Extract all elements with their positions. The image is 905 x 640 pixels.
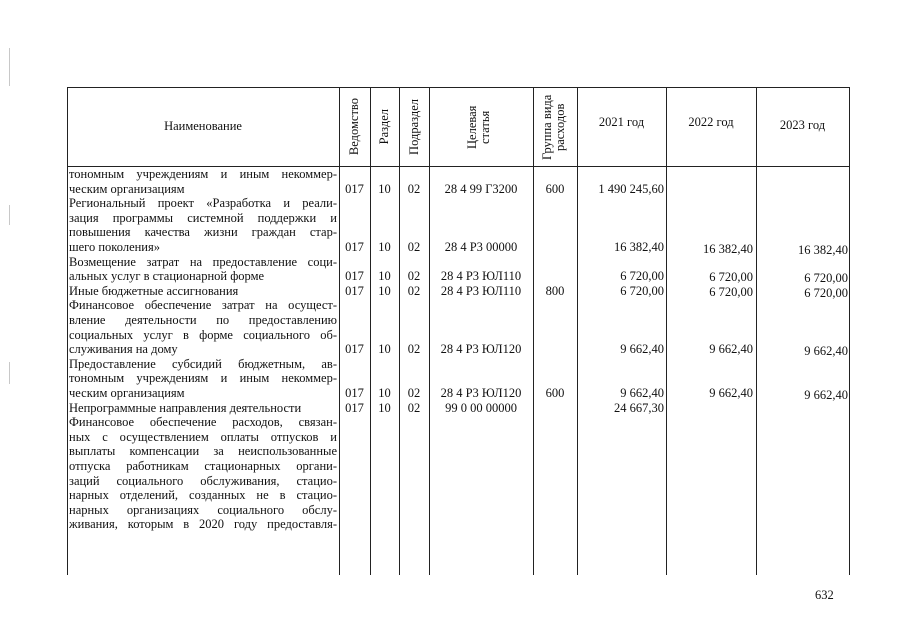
row-name-line: Иные бюджетные ассигнования [69, 283, 239, 298]
row-name-line: Региональный проект «Разработка и реали- [69, 196, 337, 211]
cell-celevaya: 28 4 P3 ЮЛ110 [440, 283, 522, 298]
row-name [69, 167, 337, 196]
row-name [69, 357, 337, 401]
header-2023 [756, 87, 849, 163]
row-name-line: ных с осуществлением оплаты отпусков и [69, 429, 337, 444]
cell-celevaya: 28 4 P3 ЮЛ120 [440, 342, 522, 357]
row-name-line: заций социального обслуживания, стацио- [69, 473, 337, 488]
row-name-line: Возмещение затрат на предоставление соци- [69, 254, 337, 269]
budget-table [67, 87, 850, 575]
cell-razdel: 10 [378, 269, 391, 284]
cell-razdel: 10 [378, 386, 391, 400]
row-name [69, 196, 337, 254]
cell-y2021: 9 662,40 [620, 342, 664, 357]
cell-y2021: 6 720,00 [620, 283, 664, 298]
column-border [849, 87, 850, 575]
scan-margin-mark [9, 48, 10, 86]
cell-ved: 017 [345, 400, 364, 415]
row-name [69, 284, 337, 299]
cell-gruppa: 600 [545, 181, 565, 196]
cell-y2021: 6 720,00 [620, 269, 664, 284]
header-podrazdel-label: Подраздел [406, 98, 421, 155]
row-name [69, 415, 337, 532]
row-name-line: нарных отделений, созданных не в стацио- [69, 488, 337, 503]
row-name-line: Предоставление субсидий бюджетным, ав- [69, 356, 337, 371]
header-name-label: Наименование [164, 119, 242, 133]
row-name-line: Непрограммные направления деятельности [69, 400, 302, 415]
row-name-line: Финансовое обеспечение затрат на осущест- [69, 298, 337, 313]
row-name-line: служивания на дому [69, 342, 178, 357]
cell-podrazdel: 02 [407, 240, 421, 254]
cell-y2022: 9 662,40 [709, 342, 753, 357]
row-name-line: отпуска работникам стационарных органи- [69, 458, 337, 473]
column-border [666, 87, 667, 575]
cell-podrazdel: 02 [407, 269, 421, 284]
row-name-line: выплаты компенсации за неиспользованные [69, 444, 337, 459]
cell-gruppa: 600 [545, 386, 565, 400]
cell-ved: 017 [345, 181, 364, 196]
cell-y2022: 16 382,40 [703, 242, 753, 256]
cell-celevaya: 28 4 P3 ЮЛ110 [440, 269, 522, 284]
header-vedomstvo-label: Ведомство [347, 97, 361, 156]
row-name-line: социальных услуг в форме социального об- [69, 327, 337, 342]
header-2022-label: 2022 год [688, 114, 734, 129]
cell-celevaya: 28 4 P3 ЮЛ120 [440, 386, 522, 400]
cell-podrazdel: 02 [407, 181, 421, 196]
header-celevaya-label: Целевая статья [465, 104, 492, 149]
cell-ved: 017 [345, 386, 364, 400]
header-name [67, 87, 339, 166]
cell-y2021: 9 662,40 [620, 386, 664, 400]
header-2021-label: 2021 год [598, 114, 645, 129]
scan-margin-mark [9, 205, 10, 225]
cell-gruppa: 800 [545, 283, 565, 298]
cell-ved: 017 [345, 240, 364, 254]
row-name-line: шего поколения» [69, 239, 160, 254]
row-name-line: зация программы системной поддержки и [69, 210, 337, 225]
cell-y2023: 6 720,00 [804, 271, 848, 286]
row-name-line: ческим организациям [69, 385, 185, 400]
cell-razdel: 10 [378, 283, 391, 298]
row-name-line: нарных организациях социального обслу- [69, 502, 337, 517]
cell-y2023: 9 662,40 [804, 388, 848, 402]
cell-ved: 017 [345, 342, 364, 357]
header-razdel [370, 87, 399, 166]
cell-y2023: 9 662,40 [804, 344, 848, 359]
cell-y2022: 6 720,00 [709, 270, 753, 285]
row-name [69, 298, 337, 356]
cell-ved: 017 [345, 283, 364, 298]
row-name-line: альных услуг в стационарной форме [69, 269, 265, 284]
cell-y2022: 9 662,40 [709, 386, 753, 400]
header-podrazdel [399, 87, 429, 166]
scan-margin-mark [9, 362, 10, 384]
row-name-line: вление деятельности по предоставлению [69, 312, 337, 327]
row-name-line: тономным учреждениям и иным некоммер- [69, 167, 337, 181]
header-gruppa [533, 87, 577, 166]
row-name-line: Финансовое обеспечение расходов, связан- [69, 415, 337, 430]
cell-y2021: 1 490 245,60 [598, 181, 664, 196]
cell-podrazdel: 02 [407, 283, 421, 298]
page-number: 632 [815, 588, 834, 602]
cell-y2023: 16 382,40 [798, 243, 848, 257]
row-name-line: ческим организациям [69, 181, 185, 196]
cell-razdel: 10 [378, 240, 391, 254]
row-name-line: тономным учреждениям и иным некоммер- [69, 371, 337, 386]
cell-podrazdel: 02 [407, 400, 421, 415]
header-celevaya [429, 87, 533, 166]
header-2021 [577, 87, 666, 157]
row-name-line: повышения качества жизни граждан стар- [69, 225, 337, 240]
row-name [69, 255, 337, 284]
header-2023-label: 2023 год [779, 117, 826, 132]
cell-y2022: 6 720,00 [709, 284, 753, 299]
cell-razdel: 10 [378, 181, 391, 196]
cell-celevaya: 28 4 P3 00000 [444, 240, 518, 254]
cell-podrazdel: 02 [407, 386, 421, 400]
cell-y2021: 16 382,40 [614, 240, 664, 254]
row-name [69, 401, 337, 416]
header-razdel-label: Раздел [377, 108, 391, 145]
cell-podrazdel: 02 [407, 342, 421, 357]
cell-y2023: 6 720,00 [804, 285, 848, 300]
cell-razdel: 10 [378, 342, 391, 357]
cell-razdel: 10 [378, 400, 391, 415]
header-vedomstvo [339, 87, 370, 166]
cell-ved: 017 [345, 269, 364, 284]
cell-celevaya: 28 4 99 Г3200 [444, 181, 518, 196]
row-name-line: живания, которым в 2020 году предоставля- [69, 517, 337, 532]
header-2022 [666, 87, 756, 157]
cell-y2021: 24 667,30 [614, 400, 664, 415]
column-border [577, 87, 578, 575]
cell-celevaya: 99 0 00 00000 [445, 400, 517, 415]
header-gruppa-label: Группа вида расходов [540, 93, 567, 160]
